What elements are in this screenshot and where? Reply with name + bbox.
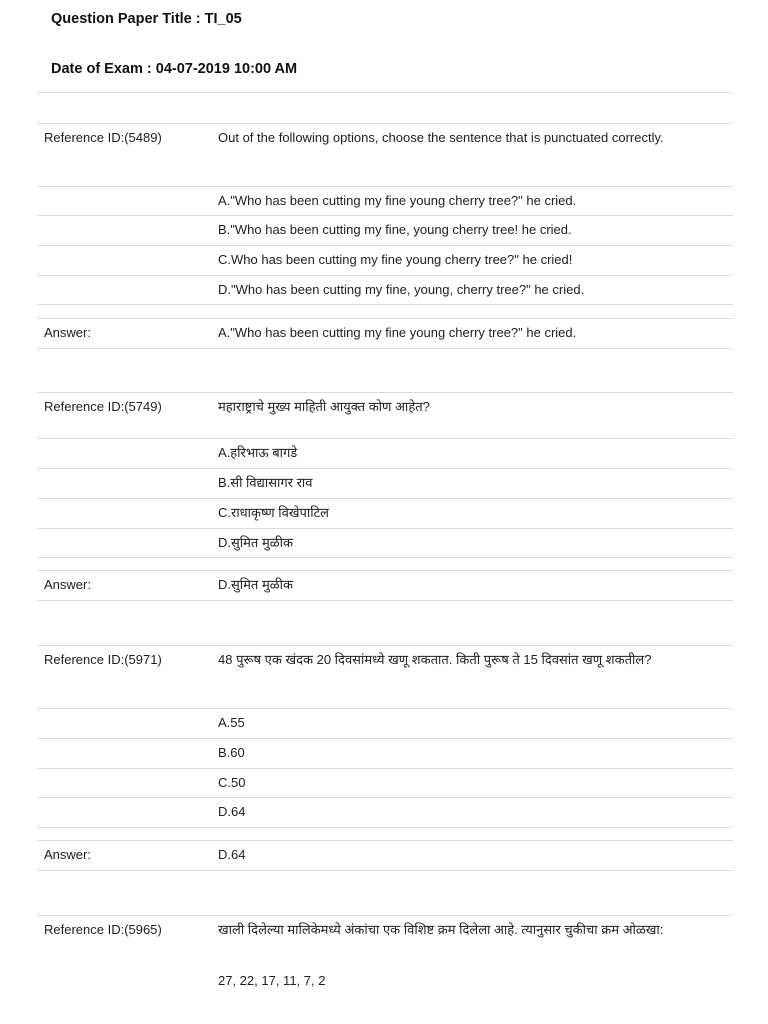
option-a: A."Who has been cutting my fine young cherry tree?" he cried. [218,193,577,208]
divider [37,827,733,828]
divider [37,708,733,709]
paper-title [51,11,242,27]
divider [37,840,733,841]
divider [37,557,733,558]
divider [37,438,733,439]
divider [37,738,733,739]
divider [37,318,733,319]
question-text: 48 पुरूष एक खंदक 20 दिवसांमध्ये खणू शकतात. किती पुरूष ते 15 दिवसांत खणू शकतील? [218,652,652,667]
option-b: B."Who has been cutting my fine, young cherry tree! he cried. [218,222,572,237]
question-text: महाराष्ट्राचे मुख्य माहिती आयुक्त कोण आहेत? [218,399,430,414]
option-d: D."Who has been cutting my fine, young, cherry tree?" he cried. [218,282,585,297]
option-d: D.सुमित मुळीक [218,535,293,550]
option-c: C.राधाकृष्ण विखेपाटिल [218,505,329,520]
answer-text: A."Who has been cutting my fine young cherry tree?" he cried. [218,325,577,340]
option-d: D.64 [218,804,246,819]
answer-text: D.सुमित मुळीक [218,577,293,592]
divider [37,645,733,646]
divider [37,468,733,469]
divider [37,915,733,916]
divider [37,304,733,305]
exam-date [51,61,297,77]
divider [37,768,733,769]
divider [37,600,733,601]
exam-date-label: Date of Exam : [51,61,152,77]
paper-title-label: Question Paper Title : [51,11,201,27]
divider [37,186,733,187]
divider [37,245,733,246]
reference-id: Reference ID:(5971) [44,652,162,667]
exam-date-value: 04-07-2019 10:00 AM [155,61,298,77]
divider [37,570,733,571]
divider [37,528,733,529]
answer-label: Answer: [44,847,91,862]
divider [37,348,733,349]
answer-label: Answer: [44,577,91,592]
paper-title-value: TI_05 [204,11,242,27]
divider [37,797,733,798]
divider [37,275,733,276]
question-text: खाली दिलेल्या मालिकेमध्ये अंकांचा एक विशिष्ट क्रम दिलेला आहे. त्यानुसार चुकीचा क्रम ओळखा: [218,922,664,937]
reference-id: Reference ID:(5489) [44,130,162,145]
option-c: C.50 [218,775,246,790]
option-a: A.हरिभाऊ बागडे [218,445,298,460]
option-a: A.55 [218,715,245,730]
question-text: Out of the following options, choose the sentence that is punctuated correctly. [218,130,664,145]
reference-id: Reference ID:(5749) [44,399,162,414]
divider [37,870,733,871]
divider [37,123,733,124]
option-c: C.Who has been cutting my fine young cherry tree?" he cried! [218,252,573,267]
reference-id: Reference ID:(5965) [44,922,162,937]
option-b: B.60 [218,745,245,760]
divider [37,92,733,93]
answer-label: Answer: [44,325,91,340]
divider [37,392,733,393]
number-sequence: 27, 22, 17, 11, 7, 2 [218,973,326,988]
answer-text: D.64 [218,847,246,862]
option-b: B.सी विद्यासागर राव [218,475,313,490]
divider [37,215,733,216]
divider [37,498,733,499]
